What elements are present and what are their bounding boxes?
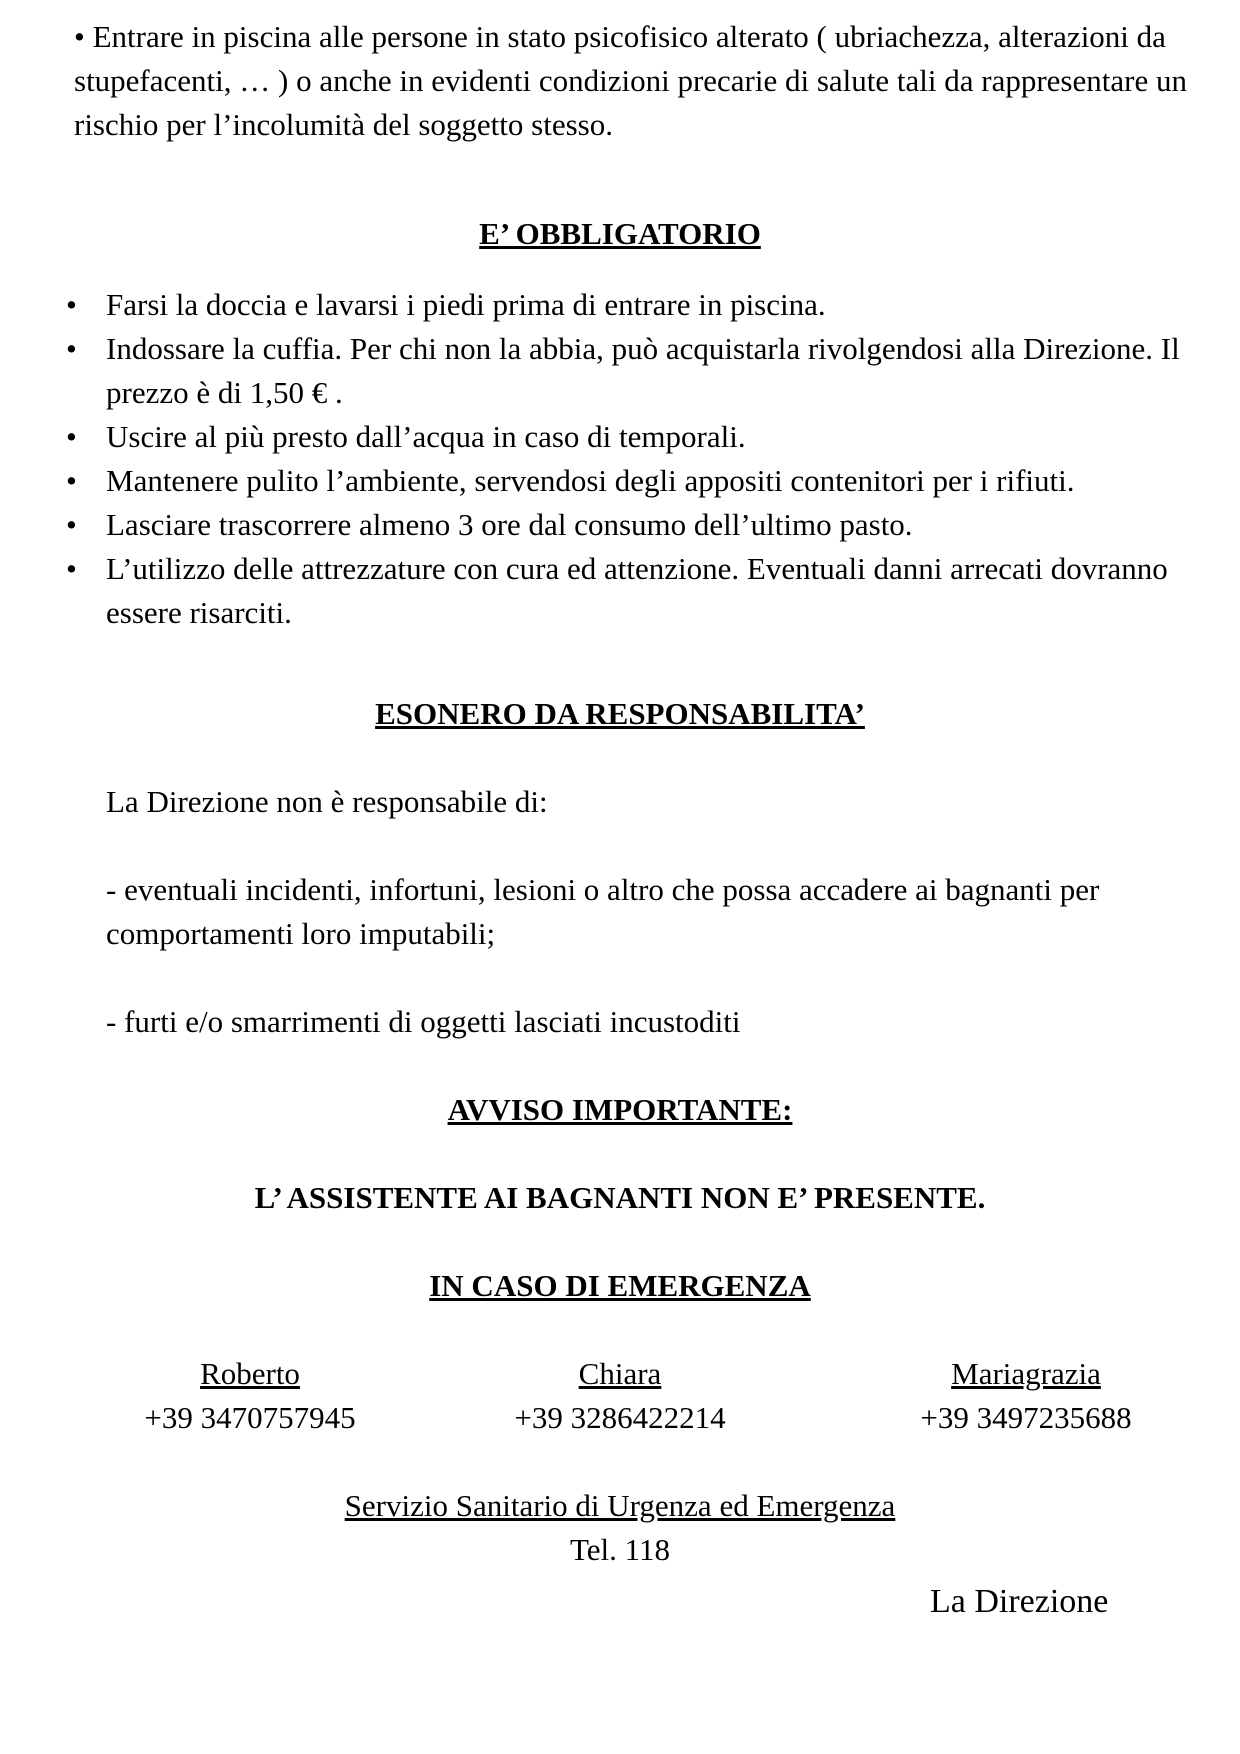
contact-roberto <box>90 1352 410 1440</box>
list-item-text: Indossare la cuffia. Per chi non la abbia, può acquistarla rivolgendosi alla Direzione. Il prezzo è di 1,50 € . <box>106 331 1180 410</box>
list-item-text: Uscire al più presto dall’acqua in caso di temporali. <box>106 419 746 454</box>
emergenza-heading: IN CASO DI EMERGENZA <box>429 1268 811 1303</box>
avviso-heading: AVVISO IMPORTANTE: <box>447 1092 793 1127</box>
list-item-text: Lasciare trascorrere almeno 3 ore dal consumo dell’ultimo pasto. <box>106 507 913 542</box>
bullet-icon: • <box>66 287 77 322</box>
emergency-service-name: Servizio Sanitario di Urgenza ed Emergenza <box>344 1488 896 1523</box>
bullet-icon: • <box>66 419 77 454</box>
esonero-point-incidents: - eventuali incidenti, infortuni, lesioni o altro che possa accadere ai bagnanti per comportamenti loro imputabili; <box>106 872 1100 951</box>
avviso-message: L’ ASSISTENTE AI BAGNANTI NON E’ PRESENTE. <box>254 1180 986 1215</box>
contact-name: Roberto <box>200 1356 300 1391</box>
emergency-service-phone: Tel. 118 <box>570 1532 670 1567</box>
list-item <box>0 459 1190 503</box>
bullet-icon: • <box>66 551 77 586</box>
contact-name: Chiara <box>578 1356 662 1391</box>
contact-phone: +39 3286422214 <box>514 1400 726 1435</box>
contact-name: Mariagrazia <box>951 1356 1101 1391</box>
contact-mariagrazia <box>866 1352 1186 1440</box>
list-item-text: Farsi la doccia e lavarsi i piedi prima di entrare in piscina. <box>106 287 826 322</box>
obbligatorio-heading: E’ OBBLIGATORIO <box>479 216 761 251</box>
list-item <box>0 415 1190 459</box>
list-item <box>0 503 1190 547</box>
esonero-point-theft: - furti e/o smarrimenti di oggetti lasciati incustoditi <box>106 1004 741 1039</box>
esonero-heading: ESONERO DA RESPONSABILITA’ <box>375 696 865 731</box>
bullet-icon: • <box>66 331 77 366</box>
list-item-text: L’utilizzo delle attrezzature con cura ed attenzione. Eventuali danni arrecati dovranno essere risarciti. <box>106 551 1168 630</box>
contact-phone: +39 3470757945 <box>144 1400 356 1435</box>
list-item <box>0 283 1190 327</box>
esonero-intro: La Direzione non è responsabile di: <box>106 784 548 819</box>
list-item-text: Mantenere pulito l’ambiente, servendosi degli appositi contenitori per i rifiuti. <box>106 463 1075 498</box>
intro-paragraph: • Entrare in piscina alle persone in stato psicofisico alterato ( ubriachezza, alterazioni da stupefacenti, … ) o anche in evidenti condizioni precarie di salute tali da rappresentare un rischio per l’incolumità del soggetto stesso. <box>74 19 1187 142</box>
contact-phone: +39 3497235688 <box>920 1400 1132 1435</box>
obbligatorio-list <box>0 283 1190 635</box>
bullet-icon: • <box>66 463 77 498</box>
contact-chiara <box>460 1352 780 1440</box>
list-item <box>0 327 1190 415</box>
signature: La Direzione <box>930 1583 1109 1620</box>
list-item <box>0 547 1190 635</box>
bullet-icon: • <box>66 507 77 542</box>
